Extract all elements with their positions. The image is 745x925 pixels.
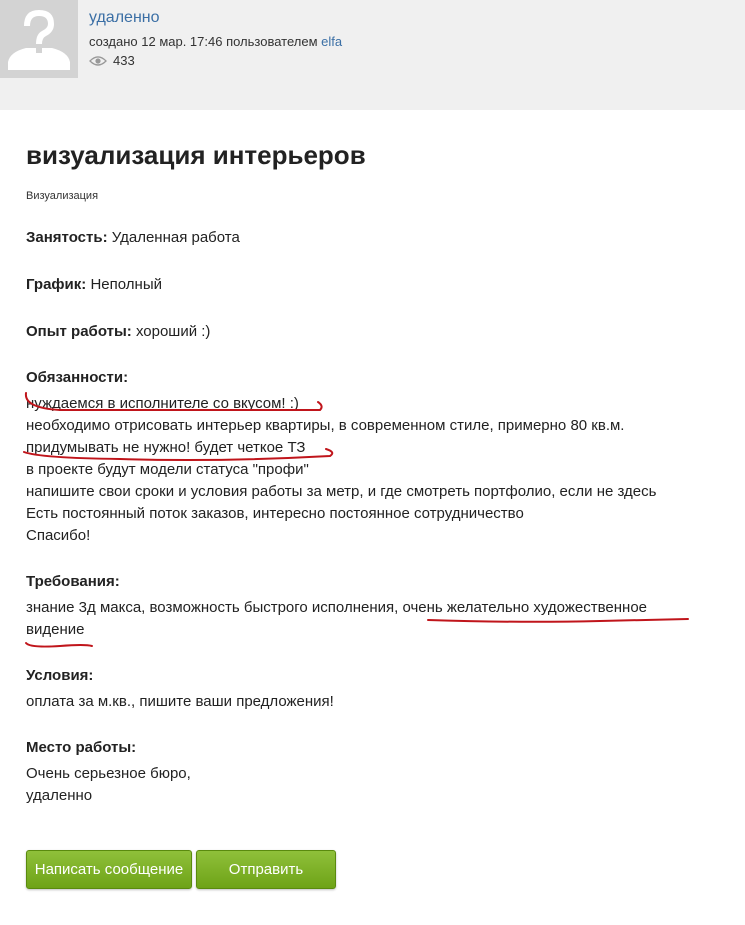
duties-line: придумывать не нужно! будет четкое ТЗ: [26, 439, 306, 456]
schedule-label: График:: [26, 276, 87, 293]
post-meta: [89, 8, 342, 69]
duties-line: в проекте будут модели статуса "профи": [26, 461, 309, 478]
duties-line: Есть постоянный поток заказов, интересно постоянное сотрудничество: [26, 505, 524, 522]
job-body: [26, 138, 726, 807]
conditions-line: оплата за м.кв., пишите ваши предложения!: [26, 693, 334, 710]
requirements-line: видение: [26, 621, 85, 638]
requirements-line: знание 3д макса, возможность быстрого исполнения, очень желательно художественное: [26, 599, 647, 616]
send-button[interactable]: Отправить: [196, 850, 336, 889]
job-category[interactable]: Визуализация: [26, 190, 99, 202]
experience-label: Опыт работы:: [26, 323, 132, 340]
experience-field: [26, 321, 726, 343]
job-header: [0, 0, 745, 110]
action-buttons: [26, 850, 336, 889]
created-info: [89, 34, 342, 50]
duties-text: [26, 393, 726, 547]
employment-label: Занятость:: [26, 229, 108, 246]
workplace-line: Очень серьезное бюро,: [26, 765, 191, 782]
schedule-value: Неполный: [90, 276, 162, 293]
employment-field: [26, 227, 726, 249]
views-counter: [89, 53, 342, 69]
conditions-text: [26, 691, 726, 713]
duties-line: Спасибо!: [26, 527, 91, 544]
eye-icon: [89, 55, 107, 67]
job-title: визуализация интерьеров: [26, 140, 366, 170]
default-user-icon: [0, 0, 78, 78]
duties-line: напишите свои сроки и условия работы за метр, и где смотреть портфолио, если не здесь: [26, 483, 657, 500]
write-message-button[interactable]: Написать сообщение: [26, 850, 192, 889]
conditions-heading: Условия:: [26, 667, 94, 684]
duties-line: необходимо отрисовать интерьер квартиры, в современном стиле, примерно 80 кв.м.: [26, 417, 625, 434]
created-text: создано 12 мар. 17:46 пользователем: [89, 34, 318, 49]
experience-value: хороший :): [135, 323, 211, 340]
workplace-heading: Место работы:: [26, 739, 137, 756]
avatar[interactable]: [0, 0, 78, 78]
work-mode-link[interactable]: удаленно: [89, 9, 160, 26]
workplace-text: [26, 763, 726, 807]
employment-value: Удаленная работа: [111, 229, 240, 246]
duties-heading: Обязанности:: [26, 369, 129, 386]
schedule-field: [26, 274, 726, 296]
author-link[interactable]: elfa: [321, 34, 343, 49]
requirements-text: [26, 597, 726, 641]
requirements-heading: Требования:: [26, 573, 120, 590]
workplace-line: удаленно: [26, 787, 93, 804]
views-count: 433: [113, 53, 135, 68]
duties-line: нуждаемся в исполнителе со вкусом! :): [26, 395, 299, 412]
